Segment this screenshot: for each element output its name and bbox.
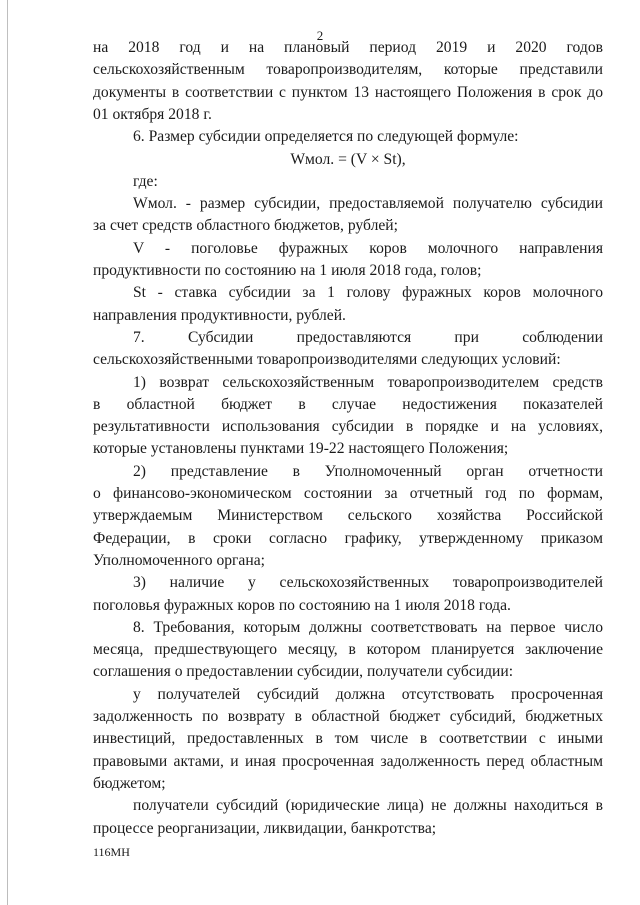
text-line: процессе реорганизации, ликвидации, банкротства; bbox=[93, 819, 437, 837]
text-line: поголовья фуражных коров по состоянию на 1 июля 2018 года. bbox=[93, 596, 511, 614]
text-line: утверждаемым Министерством сельского хозяйства Российской bbox=[93, 507, 603, 525]
text-line: V - поголовье фуражных коров молочного направления bbox=[133, 239, 603, 257]
text-line: Уполномоченного органа; bbox=[93, 551, 265, 569]
page-number: 2 bbox=[316, 28, 324, 43]
text-line: сельскохозяйственными товаропроизводителями следующих условий: bbox=[93, 351, 561, 369]
text-line: результативности использования субсидии в порядке и на условиях, bbox=[93, 418, 603, 436]
text-line: 3) наличие у сельскохозяйственных товаропроизводителей bbox=[133, 574, 603, 592]
text-line: задолженность по возврату в областной бюджет субсидий, бюджетных bbox=[93, 708, 603, 725]
text-line: 2) представление в Уполномоченный орган отчетности bbox=[133, 462, 603, 480]
document-code: 116МН bbox=[93, 844, 130, 859]
text-line: о финансово-экономическом состоянии за отчетный год по формам, bbox=[93, 485, 603, 502]
section-8-heading: 8. Требования, которым должны соответствовать на первое число bbox=[133, 618, 603, 636]
text-line: соглашения о предоставлении субсидии, получатели субсидии: bbox=[93, 663, 514, 681]
text-line: сельскохозяйственным товаропроизводителям, которые представили bbox=[93, 61, 603, 79]
text-line: St - ставка субсидии за 1 голову фуражных коров молочного bbox=[133, 284, 603, 302]
scan-edge-line bbox=[7, 0, 8, 905]
text-line: документы в соответствии с пунктом 13 настоящего Положения в срок до bbox=[93, 83, 603, 101]
formula: Wмол. = (V × St), bbox=[290, 150, 406, 168]
text-line: в областной бюджет в случае недостижения показателей bbox=[93, 395, 603, 413]
text-line: на 2018 год и на плановый период 2019 и 2020 годов bbox=[93, 39, 603, 56]
text-line: Федерации, в сроки согласно графику, утвержденному приказом bbox=[93, 529, 603, 547]
text-line: у получателей субсидий должна отсутствовать просроченная bbox=[133, 685, 603, 703]
text-line: продуктивности по состоянию на 1 июля 2018 года, голов; bbox=[93, 262, 482, 279]
text-line: правовыми актами, и иная просроченная задолженность перед областным bbox=[93, 752, 603, 770]
text-line: месяца, предшествующего месяцу, в котором планируется заключение bbox=[93, 641, 603, 659]
text-line: 01 октября 2018 г. bbox=[93, 105, 212, 123]
section-6-heading: 6. Размер субсидии определяется по следующей формуле: bbox=[133, 128, 519, 146]
text-line: инвестиций, предоставленных в том числе в соответствии с иными bbox=[93, 730, 603, 748]
text-line: 1) возврат сельскохозяйственным товаропроизводителем средств bbox=[133, 373, 603, 391]
text-line: получатели субсидий (юридические лица) не должны находиться в bbox=[133, 797, 603, 815]
text-line: которые установлены пунктами 19-22 настоящего Положения; bbox=[93, 440, 509, 458]
text-line: за счет средств областного бюджетов, рублей; bbox=[93, 217, 398, 235]
text-line: бюджетом; bbox=[93, 774, 166, 792]
text-line: где: bbox=[133, 172, 158, 190]
text-line: Wмол. - размер субсидии, предоставляемой получателю субсидии bbox=[133, 195, 603, 213]
text-line: направления продуктивности, рублей. bbox=[93, 306, 346, 324]
section-7-heading: 7. Субсидии предоставляются при соблюдении bbox=[133, 328, 603, 346]
